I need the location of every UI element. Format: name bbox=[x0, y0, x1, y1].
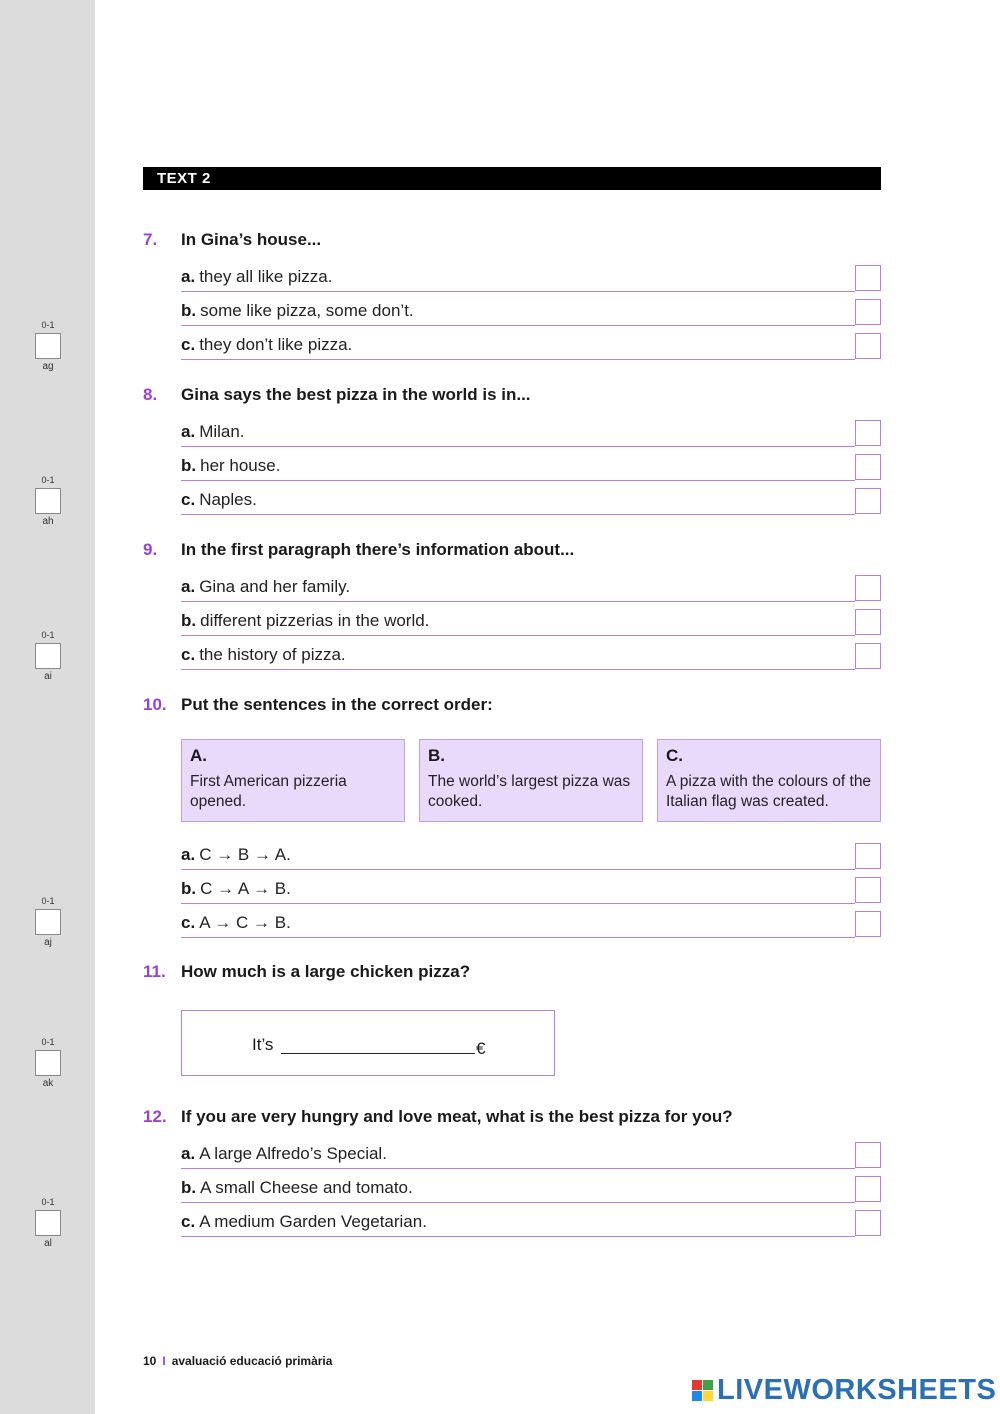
question-number: 9. bbox=[143, 540, 158, 559]
question-text: Gina says the best pizza in the world is in... bbox=[181, 385, 531, 404]
question-text: If you are very hungry and love meat, what is the best pizza for you? bbox=[181, 1107, 733, 1126]
checkbox-7c[interactable] bbox=[855, 333, 881, 359]
question-number: 10. bbox=[143, 695, 167, 714]
question-9 bbox=[143, 540, 574, 560]
score-box-ai bbox=[34, 630, 62, 682]
option-10c bbox=[181, 911, 855, 938]
logo-tile bbox=[703, 1380, 713, 1390]
option-8c bbox=[181, 488, 855, 515]
answer-prefix: It’s bbox=[252, 1035, 274, 1054]
question-number: 7. bbox=[143, 230, 158, 249]
option-text: Gina and her family. bbox=[199, 577, 351, 596]
question-text: How much is a large chicken pizza? bbox=[181, 962, 471, 981]
option-text: the history of pizza. bbox=[199, 645, 346, 664]
score-box-ah bbox=[34, 475, 62, 527]
option-9a bbox=[181, 575, 855, 602]
option-letter: a. bbox=[181, 267, 196, 286]
currency-symbol: € bbox=[476, 1039, 486, 1058]
score-box-aj bbox=[34, 896, 62, 948]
option-text: they don’t like pizza. bbox=[199, 335, 353, 354]
option-letter: c. bbox=[181, 913, 196, 932]
card-text: The world’s largest pizza was cooked. bbox=[428, 773, 631, 810]
checkbox-7a[interactable] bbox=[855, 265, 881, 291]
option-text: A small Cheese and tomato. bbox=[200, 1178, 413, 1197]
checkbox-10c[interactable] bbox=[855, 911, 881, 937]
score-code: ah bbox=[42, 516, 54, 527]
question-text: In Gina’s house... bbox=[181, 230, 322, 249]
score-range: 0-1 bbox=[41, 1037, 55, 1047]
checkbox-9c[interactable] bbox=[855, 643, 881, 669]
option-12b bbox=[181, 1176, 855, 1203]
card-label: C. bbox=[666, 746, 683, 765]
score-box-ag bbox=[34, 320, 62, 372]
option-letter: b. bbox=[181, 456, 197, 475]
page-number: 10 bbox=[143, 1354, 157, 1368]
option-7a bbox=[181, 265, 855, 292]
score-code: ag bbox=[42, 361, 54, 372]
option-10a bbox=[181, 843, 855, 870]
footer-separator: I bbox=[162, 1354, 166, 1368]
score-range: 0-1 bbox=[41, 630, 55, 640]
option-7c bbox=[181, 333, 855, 360]
price-answer-box bbox=[181, 1010, 555, 1076]
question-number: 8. bbox=[143, 385, 158, 404]
score-input[interactable] bbox=[35, 909, 61, 935]
price-answer-input[interactable] bbox=[281, 1053, 475, 1054]
checkbox-9b[interactable] bbox=[855, 609, 881, 635]
checkbox-12a[interactable] bbox=[855, 1142, 881, 1168]
logo-tile bbox=[692, 1391, 702, 1401]
score-input[interactable] bbox=[35, 333, 61, 359]
option-9b bbox=[181, 609, 855, 636]
option-letter: c. bbox=[181, 645, 196, 664]
score-input[interactable] bbox=[35, 1210, 61, 1236]
score-range: 0-1 bbox=[41, 320, 55, 330]
option-text: Naples. bbox=[199, 490, 257, 509]
option-letter: c. bbox=[181, 335, 196, 354]
question-number: 11. bbox=[143, 962, 166, 981]
question-7 bbox=[143, 230, 321, 250]
option-letter: b. bbox=[181, 1178, 197, 1197]
card-label: B. bbox=[428, 746, 445, 765]
section-header: TEXT 2 bbox=[143, 167, 881, 190]
option-text: Milan. bbox=[199, 422, 245, 441]
score-range: 0-1 bbox=[41, 896, 55, 906]
question-10 bbox=[143, 695, 493, 715]
option-letter: c. bbox=[181, 1212, 196, 1231]
option-letter: a. bbox=[181, 577, 196, 596]
option-letter: a. bbox=[181, 422, 196, 441]
option-8a bbox=[181, 420, 855, 447]
score-code: al bbox=[44, 1238, 52, 1249]
option-letter: c. bbox=[181, 490, 196, 509]
option-letter: b. bbox=[181, 611, 197, 630]
logo-mark-icon bbox=[692, 1380, 713, 1401]
score-range: 0-1 bbox=[41, 1197, 55, 1207]
question-11 bbox=[143, 962, 470, 982]
option-10b bbox=[181, 877, 855, 904]
option-text: C → A → B. bbox=[200, 879, 291, 898]
question-text: In the first paragraph there’s information about... bbox=[181, 540, 575, 559]
logo-tile bbox=[692, 1380, 702, 1390]
score-code: aj bbox=[44, 937, 52, 948]
card-text: A pizza with the colours of the Italian flag was created. bbox=[666, 773, 872, 810]
sentence-card-b bbox=[419, 739, 643, 822]
option-text: C → B → A. bbox=[199, 845, 291, 864]
score-code: ai bbox=[44, 671, 52, 682]
page-footer bbox=[143, 1354, 332, 1368]
checkbox-12b[interactable] bbox=[855, 1176, 881, 1202]
option-text: they all like pizza. bbox=[199, 267, 333, 286]
score-code: ak bbox=[42, 1078, 54, 1089]
score-box-al bbox=[34, 1197, 62, 1249]
option-letter: b. bbox=[181, 879, 197, 898]
checkbox-8a[interactable] bbox=[855, 420, 881, 446]
sentence-card-a bbox=[181, 739, 405, 822]
option-text: A medium Garden Vegetarian. bbox=[199, 1212, 427, 1231]
option-letter: b. bbox=[181, 301, 197, 320]
option-12c bbox=[181, 1210, 855, 1237]
option-text: her house. bbox=[200, 456, 281, 475]
score-range: 0-1 bbox=[41, 475, 55, 485]
option-12a bbox=[181, 1142, 855, 1169]
card-text: First American pizzeria opened. bbox=[190, 773, 347, 810]
score-input[interactable] bbox=[35, 1050, 61, 1076]
checkbox-9a[interactable] bbox=[855, 575, 881, 601]
brand-name: LIVEWORKSHEETS bbox=[717, 1373, 997, 1406]
checkbox-10a[interactable] bbox=[855, 843, 881, 869]
option-text: A large Alfredo’s Special. bbox=[199, 1144, 387, 1163]
checkbox-8c[interactable] bbox=[855, 488, 881, 514]
option-8b bbox=[181, 454, 855, 481]
score-input[interactable] bbox=[35, 488, 61, 514]
option-text: some like pizza, some don’t. bbox=[200, 301, 414, 320]
option-letter: a. bbox=[181, 845, 196, 864]
option-text: A → C → B. bbox=[199, 913, 291, 932]
checkbox-10b[interactable] bbox=[855, 877, 881, 903]
option-text: different pizzerias in the world. bbox=[200, 611, 430, 630]
logo-tile bbox=[703, 1391, 713, 1401]
score-box-ak bbox=[34, 1037, 62, 1089]
sentence-card-c bbox=[657, 739, 881, 822]
footer-title: avaluació educació primària bbox=[171, 1354, 333, 1368]
option-7b bbox=[181, 299, 855, 326]
option-letter: a. bbox=[181, 1144, 196, 1163]
question-8 bbox=[143, 385, 531, 405]
option-9c bbox=[181, 643, 855, 670]
checkbox-7b[interactable] bbox=[855, 299, 881, 325]
question-12 bbox=[143, 1107, 733, 1127]
question-text: Put the sentences in the correct order: bbox=[181, 695, 493, 714]
liveworksheets-logo bbox=[692, 1372, 996, 1408]
checkbox-12c[interactable] bbox=[855, 1210, 881, 1236]
score-input[interactable] bbox=[35, 643, 61, 669]
question-number: 12. bbox=[143, 1107, 167, 1126]
card-label: A. bbox=[190, 746, 207, 765]
checkbox-8b[interactable] bbox=[855, 454, 881, 480]
